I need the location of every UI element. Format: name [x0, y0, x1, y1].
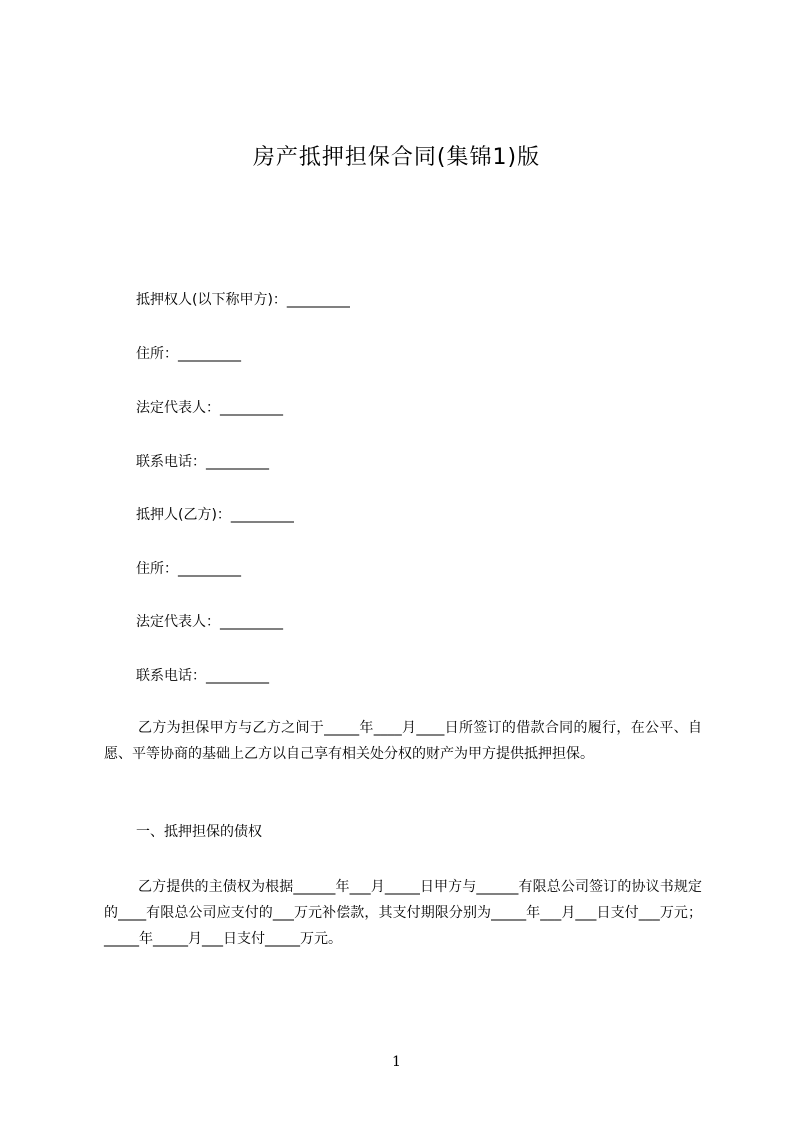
page-number: 1: [392, 1054, 401, 1070]
field-mortgagor-phone: 联系电话：_________: [136, 668, 269, 684]
section-1-paragraph-text: 乙方提供的主债权为根据______年___月_____日甲方与______有限总公司签订的协议书规定的____有限总公司应支付的___万元补偿款，其支付期限分别为_____年___月___日支付___万元；_____年_____月___日支付_____万元。: [104, 879, 702, 947]
field-mortgagor-legal-rep: 法定代表人：_________: [136, 614, 283, 630]
document-title: 房产抵押担保合同(集锦1)版: [252, 145, 541, 170]
field-mortgagor: 抵押人(乙方)：_________: [136, 507, 294, 523]
field-mortgagee-legal-rep: 法定代表人：_________: [136, 400, 283, 416]
intro-paragraph: [104, 715, 702, 767]
section-1-paragraph: [104, 874, 702, 952]
section-1-heading: 一、抵押担保的债权: [136, 824, 262, 840]
field-mortgagor-address: 住所：_________: [136, 561, 241, 577]
field-mortgagee-address: 住所：_________: [136, 346, 241, 362]
field-mortgagee-phone: 联系电话：_________: [136, 454, 269, 470]
intro-paragraph-text: 乙方为担保甲方与乙方之间于_____年____月____日所签订的借款合同的履行，在公平、自愿、平等协商的基础上乙方以自己享有相关处分权的财产为甲方提供抵押担保。: [104, 720, 702, 762]
field-mortgagee: 抵押权人(以下称甲方)：_________: [136, 292, 350, 308]
